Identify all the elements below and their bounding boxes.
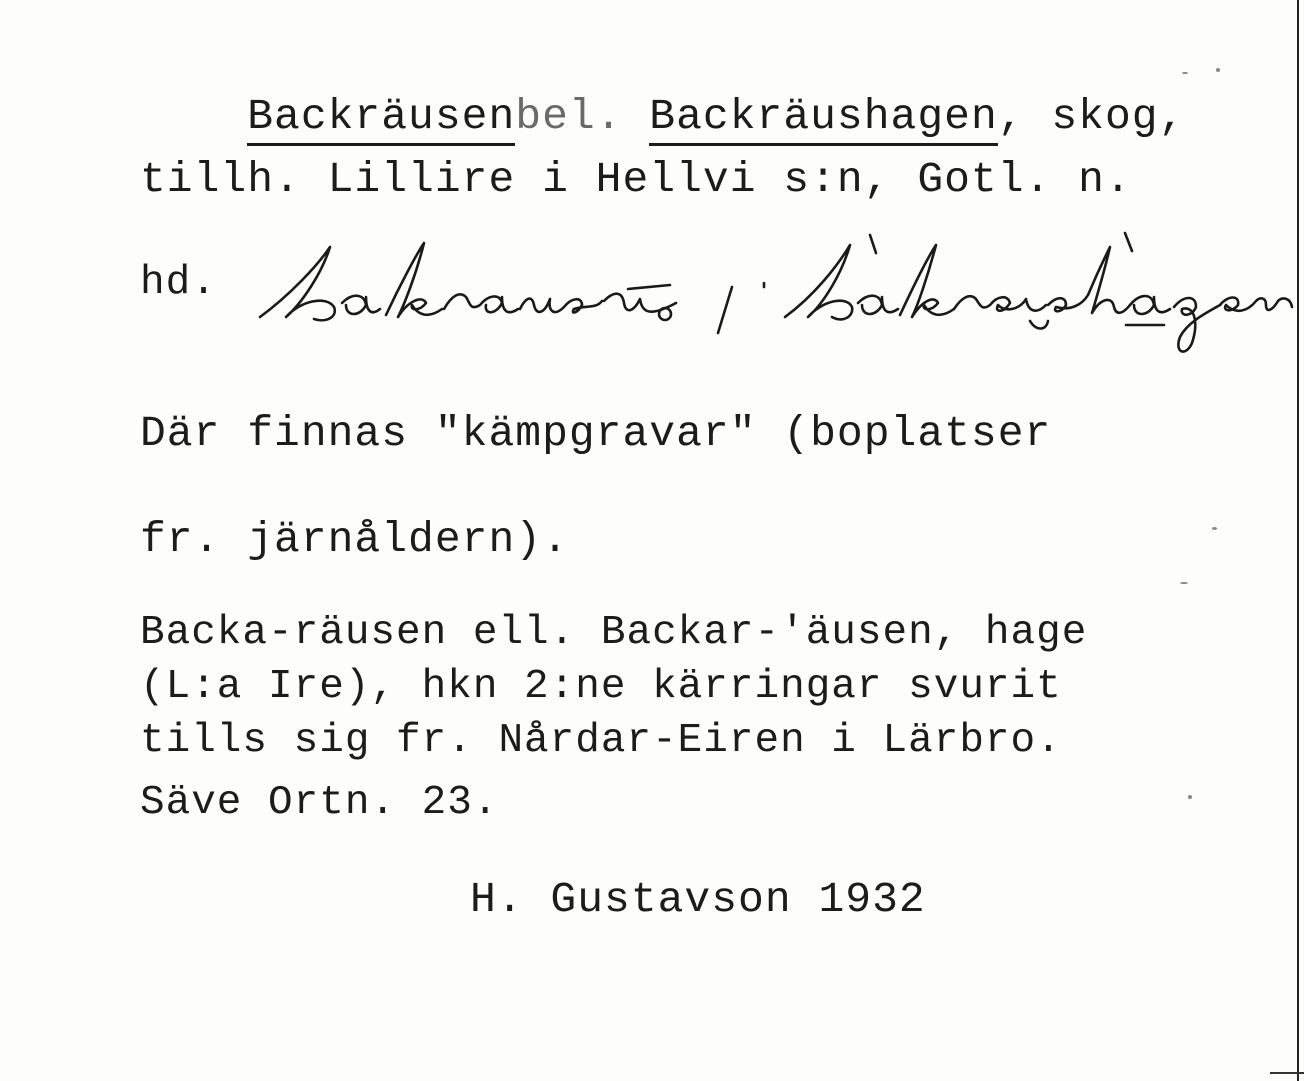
paragraph-2-line-1: Backa-räusen ell. Backar-'äusen, hage <box>140 610 1088 656</box>
card-right-edge <box>1297 0 1299 1081</box>
hw-stroke <box>858 296 898 314</box>
hw-stroke <box>1048 247 1130 313</box>
place-name-secondary: Backräushagen <box>649 92 997 146</box>
scan-speck <box>1216 68 1220 72</box>
hw-stroke <box>520 299 602 313</box>
hw-ring <box>659 308 671 320</box>
hw-stroke <box>260 247 335 320</box>
scan-speck <box>1212 527 1217 530</box>
paragraph-2-line-3: tills sig fr. Nårdar-Eiren i Lärbro. <box>140 718 1062 764</box>
hw-stroke <box>785 245 852 319</box>
hw-stroke <box>1174 298 1220 352</box>
paragraph-2-line-2: (L:a Ire), hkn 2:ne kärringar svurit <box>140 664 1062 710</box>
signature: H. Gustavson 1932 <box>470 875 926 924</box>
hw-stroke <box>718 287 732 333</box>
district-abbrev: hd. <box>140 260 217 306</box>
hw-stroke <box>342 296 380 314</box>
hw-stroke <box>386 243 442 317</box>
hw-stroke <box>1030 321 1048 329</box>
hw-stroke <box>1220 298 1292 311</box>
paragraph-1-line-2: fr. järnåldern). <box>140 515 569 564</box>
card-bottom-edge <box>1270 1072 1304 1074</box>
heading-trailing: , skog, <box>997 92 1186 141</box>
paragraph-1-line-1: Där finnas "kämpgravar" (boplatser <box>140 409 1052 458</box>
scan-speck <box>1182 72 1188 74</box>
hw-stroke <box>900 245 954 317</box>
location-line: tillh. Lillire i Hellvi s:n, Gotl. n. <box>140 155 1132 204</box>
hw-stroke <box>954 296 1046 311</box>
heading-fragment: bel. <box>515 92 623 141</box>
handwritten-pronunciation <box>230 225 1300 360</box>
scan-speck <box>1188 795 1192 799</box>
place-name-primary: Backräusen <box>247 92 515 146</box>
hw-stroke <box>1126 296 1170 325</box>
hw-stroke <box>870 235 876 253</box>
scan-speck <box>1180 582 1188 584</box>
paragraph-2-line-4: Säve Ortn. 23. <box>140 780 499 826</box>
hw-stroke <box>444 294 518 312</box>
hw-stroke <box>1125 233 1132 251</box>
